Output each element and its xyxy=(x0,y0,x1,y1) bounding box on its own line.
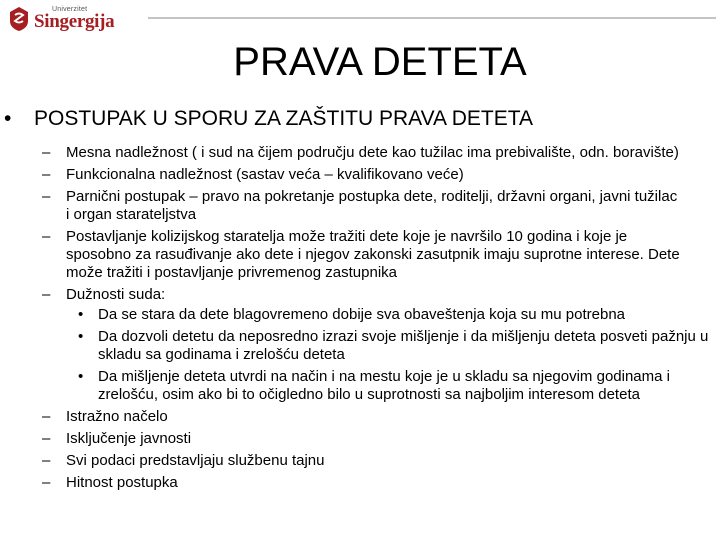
logo-name: Singergija xyxy=(34,11,115,32)
duty-item xyxy=(66,328,712,364)
main-heading: POSTUPAK U SPORU ZA ZAŠTITU PRAVA DETETA xyxy=(34,107,534,130)
dash-icon: – xyxy=(42,188,51,205)
list-item-text: Svi podaci predstavljaju službenu tajnu xyxy=(66,452,325,469)
header-rule xyxy=(148,17,716,19)
dash-icon: – xyxy=(42,166,51,183)
dash-icon: – xyxy=(42,474,51,491)
list-item xyxy=(0,474,720,492)
list-item-text: Mesna nadležnost ( i sud na čijem području dete kao tužilac ima prebivalište, odn. boravište) xyxy=(66,144,679,161)
list-item xyxy=(0,408,720,426)
list-item-text: Funkcionalna nadležnost (sastav veća – kvalifikovano veće) xyxy=(66,166,464,183)
main-bullet xyxy=(0,106,720,132)
list-item xyxy=(0,286,720,404)
duty-item-text: Da dozvoli detetu da neposredno izrazi svoje mišljenje i da mišljenju deteta posveti pažnju u skladu sa godinama i zrelošću deteta xyxy=(98,328,709,363)
list-item xyxy=(0,188,720,224)
duty-item-text: Da se stara da dete blagovremeno dobije sva obaveštenja koja su mu potrebna xyxy=(98,306,625,323)
dash-icon: – xyxy=(42,452,51,469)
university-logo xyxy=(8,4,148,34)
list-item-text: Parnični postupak – pravo na pokretanje postupka dete, roditelji, državni organi, javni tužilac i organ starateljstva xyxy=(66,188,678,223)
slide-content xyxy=(0,106,720,496)
list-item-text: Istražno načelo xyxy=(66,408,168,425)
dash-icon: – xyxy=(42,144,51,161)
sub-item-list xyxy=(0,144,720,492)
dash-icon: – xyxy=(42,430,51,447)
bullet-dot-icon: • xyxy=(78,328,84,345)
list-item xyxy=(0,144,720,162)
duty-item xyxy=(66,306,712,324)
list-item-text: Dužnosti suda: xyxy=(66,286,166,303)
list-item-text: Hitnost postupka xyxy=(66,474,178,491)
list-item-text: Isključenje javnosti xyxy=(66,430,192,447)
duty-item xyxy=(66,368,712,404)
dash-icon: – xyxy=(42,408,51,425)
logo-mark-icon xyxy=(8,6,30,32)
logo-small-text: Univerzitet xyxy=(52,6,88,13)
dash-icon: – xyxy=(42,228,51,245)
dash-icon: – xyxy=(42,286,51,303)
list-item xyxy=(0,452,720,470)
bullet-dot-icon: • xyxy=(78,306,84,323)
bullet-dot-icon: • xyxy=(78,368,84,385)
duty-item-text: Da mišljenje deteta utvrdi na način i na mestu koje je u skladu sa njegovim godinama i zrelošću, osim ako bi to očigledno bilo u suprotnosti sa najboljim interesom deteta xyxy=(98,368,670,403)
slide-title: PRAVA DETETA xyxy=(233,40,527,84)
list-item xyxy=(0,430,720,448)
duties-list xyxy=(66,306,709,404)
list-item-text: Postavljanje kolizijskog staratelja može tražiti dete koje je navršilo 10 godina i koje je sposobno za rasuđivanje ako dete i njegov zakonski zasutpnik imaju suprotne interese. Dete može tražiti i postavljanje privremenog zastupnika xyxy=(66,228,680,281)
bullet-dot-icon: • xyxy=(4,107,12,130)
list-item xyxy=(0,228,720,282)
list-item xyxy=(0,166,720,184)
